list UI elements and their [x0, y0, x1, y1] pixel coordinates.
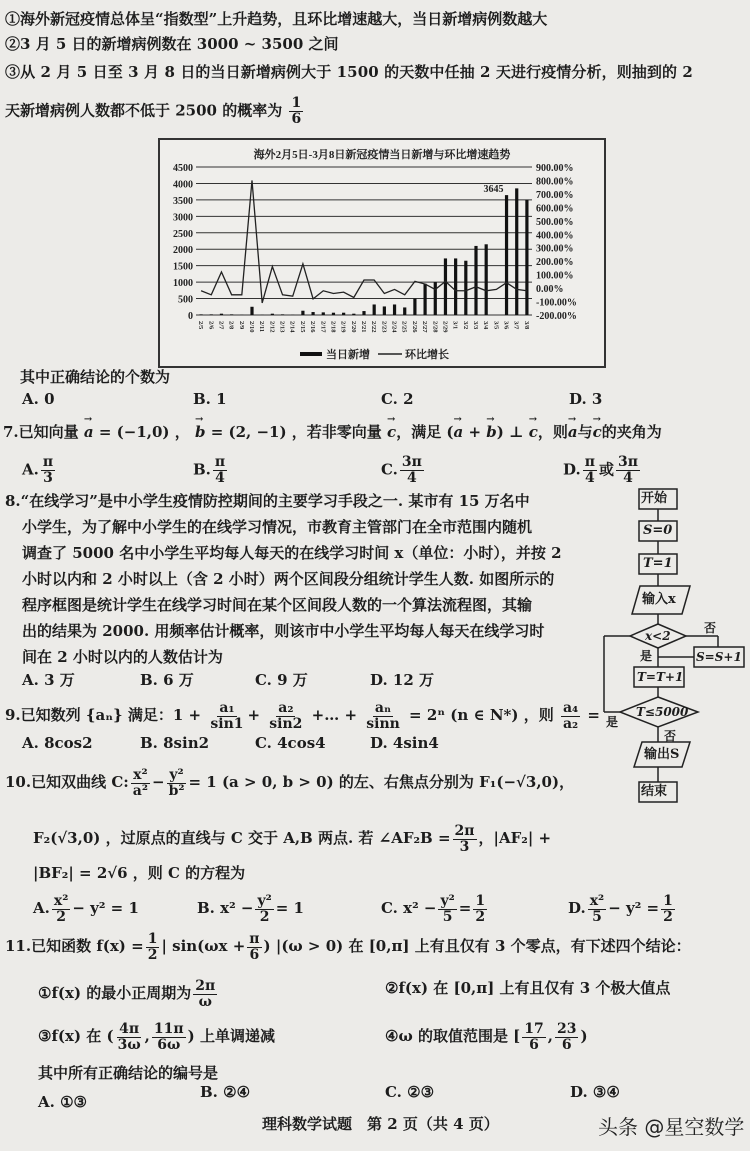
fraction	[116, 1022, 143, 1053]
numerator: π	[214, 454, 226, 470]
q8-option-a: A. 3 万	[22, 671, 75, 689]
left-tick-label: 0	[188, 311, 193, 322]
q7-text: +	[463, 423, 487, 441]
q8-option-c: C. 9 万	[255, 671, 308, 689]
right-tick-label: 400.00%	[536, 230, 574, 242]
page-footer: 理科数学试题 第 2 页（共 4 页）	[262, 1115, 499, 1133]
q11-option-b: B. ②④	[200, 1083, 251, 1101]
q11-text: ④ω 的取值范围是 [	[385, 1027, 521, 1045]
q11-option-d: D. ③④	[570, 1083, 620, 1101]
x-tick-label: 2/5	[197, 321, 205, 330]
bar-daily-new	[373, 304, 376, 315]
flow-no1: 否	[704, 621, 717, 635]
flow-s0: S=0	[643, 523, 673, 538]
q11-conclusion-2: ②f(x) 在 [0,π] 上有且仅有 3 个极大值点	[385, 979, 671, 997]
denominator: 4	[584, 470, 595, 486]
line-growth	[201, 180, 527, 302]
q10-text: ，|AF₂| +	[478, 829, 552, 847]
denominator: sin1	[210, 715, 244, 732]
fraction	[247, 932, 261, 963]
bar-daily-new	[332, 313, 335, 315]
q6-stem: 其中正确结论的个数为	[20, 368, 171, 386]
vector-c: → c	[593, 422, 602, 442]
chart-title: 海外2月5日-3月8日新冠疫情当日新增与环比增速趋势	[253, 149, 511, 161]
x-tick-label: 2/28	[431, 321, 439, 333]
bar-daily-new	[474, 246, 477, 315]
bar-daily-new	[362, 311, 365, 315]
q7-text: ) ⊥	[496, 423, 529, 441]
right-tick-label: -200.00%	[536, 311, 577, 322]
q7-text: = (2, −1) ，若非零向量	[205, 423, 382, 441]
vector-a: → a	[454, 422, 464, 442]
denominator: 4	[407, 470, 417, 486]
left-tick-label: 1500	[173, 261, 193, 273]
flow-no2: 否	[664, 729, 677, 743]
fraction	[588, 894, 606, 925]
q11-text: | sin(ωx +	[161, 937, 246, 955]
x-tick-label: 2/10	[248, 321, 255, 333]
numerator: 1	[663, 892, 673, 909]
flow-end: 结束	[641, 784, 668, 799]
q11-text: ,	[547, 1027, 553, 1045]
fraction	[561, 701, 580, 732]
right-tick-label: -100.00%	[536, 297, 577, 309]
numerator: y²	[257, 892, 272, 909]
left-tick-label: 2500	[173, 228, 193, 240]
x-tick-label: 2/17	[319, 321, 327, 333]
numerator: x²	[133, 766, 148, 783]
x-tick-label: 3/5	[492, 321, 500, 330]
option-label: C.	[381, 899, 398, 917]
denominator: ω	[198, 993, 212, 1010]
vector-b: → b	[195, 422, 206, 442]
option-text: x² −	[220, 899, 254, 917]
or-text: 或	[598, 460, 614, 479]
fraction	[213, 455, 227, 486]
denominator: 3ω	[117, 1036, 141, 1053]
fraction	[167, 768, 187, 799]
q11-stem	[5, 928, 691, 964]
q11-option-a: A. ①③	[38, 1093, 87, 1111]
x-tick-label: 2/6	[207, 321, 215, 330]
numerator: a₄	[562, 699, 579, 716]
q10-option-c	[381, 890, 489, 926]
chart-svg	[160, 140, 604, 366]
left-tick-label: 2000	[173, 245, 193, 257]
denominator: 2	[259, 908, 270, 925]
bar-daily-new	[311, 312, 314, 315]
denominator: 6ω	[157, 1036, 181, 1053]
right-tick-label: 100.00%	[536, 270, 574, 282]
q11-text: 11.已知函数 f(x) =	[5, 937, 144, 955]
option-label: C.	[381, 460, 398, 479]
left-tick-label: 3000	[173, 212, 193, 224]
q6-option-a: A. 0	[22, 390, 55, 408]
numerator: 17	[524, 1020, 544, 1037]
option-label: D.	[568, 899, 586, 917]
fraction	[267, 701, 304, 732]
bar-daily-new	[352, 314, 355, 315]
numerator: a₂	[278, 699, 294, 716]
bar-daily-new	[454, 258, 457, 315]
bar-daily-new	[505, 195, 508, 315]
bar-daily-new	[434, 282, 437, 315]
left-tick-label: 4000	[173, 179, 193, 191]
denominator: 4	[215, 470, 225, 486]
left-tick-label: 500	[178, 294, 193, 306]
flow-cond2: T≤5000	[636, 705, 689, 719]
q10-text: = 1 (a > 0, b > 0) 的左、右焦点分别为 F₁(−√3,0)，	[188, 773, 575, 791]
q9-stem: 9.已知数列 {aₙ} 满足：1 + $\frac{\text{a₁}}{\sin 1}$ + $\frac{\text{a₂}}{\sin 2}$ +… + $\frac{\text{aₙ}}{\sin n}$ = 2ⁿ (n ∈ N*) ，则 $\frac{\text{a₄}}{\text{a₂}}$ =	[5, 699, 600, 732]
option-text: x² −	[403, 899, 437, 917]
denominator: 4	[623, 470, 633, 486]
q11-text: ) 上单调递减	[187, 1027, 275, 1045]
denominator: 6	[561, 1036, 572, 1053]
bar-daily-new	[383, 306, 386, 315]
q11-text: ) |	[263, 937, 282, 955]
q7-option-c	[381, 455, 426, 486]
right-tick-label: 800.00%	[536, 176, 574, 188]
q11-conclusion-3	[38, 1018, 275, 1054]
q11-text: ,	[144, 1027, 150, 1045]
q11-text: ①f(x) 的最小正周期为	[38, 984, 192, 1002]
q9-text: =	[587, 706, 600, 724]
numerator: aₙ	[374, 699, 392, 716]
q9-option-d: D. 4sin4	[370, 734, 439, 752]
q7-prefix: 7.已知向量	[3, 423, 79, 441]
denominator: sin2	[269, 715, 303, 732]
option-label: A.	[33, 899, 50, 917]
fraction	[52, 894, 70, 925]
statement-3-text: 天新增病例人数都不低于 2500 的概率为	[5, 101, 283, 120]
x-tick-label: 3/7	[512, 321, 520, 330]
q7-option-b	[193, 455, 229, 486]
option-text: − y² =	[608, 899, 660, 917]
x-tick-label: 2/29	[441, 321, 449, 333]
right-tick-label: 700.00%	[536, 189, 574, 201]
q8-option-b: B. 6 万	[140, 671, 194, 689]
right-tick-label: 0.00%	[536, 284, 564, 296]
numerator: 1	[291, 95, 302, 111]
x-tick-label: 2/19	[339, 321, 347, 333]
option-label: A.	[22, 460, 39, 479]
x-tick-label: 2/22	[370, 321, 378, 333]
statement-3: ③从 2 月 5 日至 3 月 8 日的当日新增病例大于 1500 的天数中任抽 2 天进行疫情分析，则抽到的 2	[5, 63, 693, 81]
fraction	[289, 96, 303, 127]
denominator: 2	[663, 908, 673, 925]
numerator: x²	[589, 892, 605, 909]
fraction	[400, 455, 424, 486]
x-tick-label: 3/1	[451, 321, 459, 330]
right-tick-label: 500.00%	[536, 216, 574, 228]
q10-line-2	[33, 820, 551, 856]
x-tick-label: 2/26	[410, 321, 418, 333]
x-tick-label: 3/2	[461, 321, 469, 330]
flow-start: 开始	[641, 491, 668, 506]
bar-daily-new	[342, 313, 345, 315]
bar-daily-new	[444, 258, 447, 315]
q7-text: 的夹角为	[601, 423, 662, 441]
bar-daily-new	[413, 299, 416, 315]
bar-daily-new	[464, 261, 467, 315]
numerator: 1	[475, 892, 486, 909]
numerator: 2π	[454, 822, 475, 839]
q7-stem	[3, 422, 662, 442]
x-tick-label: 3/3	[472, 321, 479, 330]
data-label: 3645	[483, 184, 504, 196]
bar-daily-new	[301, 311, 304, 315]
x-tick-label: 3/4	[482, 321, 490, 330]
bar-daily-new	[199, 314, 202, 315]
fraction	[131, 768, 150, 799]
numerator: a₁	[219, 699, 235, 716]
right-tick-label: 300.00%	[536, 243, 574, 255]
bar-daily-new	[423, 284, 426, 315]
q10-option-a	[33, 890, 139, 926]
x-tick-label: 2/24	[390, 321, 398, 333]
statement-3-cont	[5, 96, 305, 127]
q11-text: )	[580, 1027, 588, 1045]
numerator: 3π	[401, 454, 422, 470]
q11-text: ③f(x) 在 (	[38, 1027, 114, 1045]
vector-c: → c	[529, 422, 538, 442]
denominator: b²	[168, 782, 185, 799]
fraction	[473, 894, 487, 925]
right-tick-label: 200.00%	[536, 257, 574, 269]
flow-t-inc: T=T+1	[637, 670, 684, 684]
denominator: 2	[475, 908, 486, 925]
numerator: 11π	[153, 1020, 184, 1037]
fraction	[146, 932, 160, 963]
numerator: π	[42, 454, 54, 470]
vector-c: → c	[387, 422, 396, 442]
q7-option-d	[563, 455, 642, 486]
numerator: π	[584, 454, 595, 470]
fraction	[364, 701, 402, 732]
numerator: 3π	[617, 454, 638, 470]
q9-option-c: C. 4cos4	[255, 734, 326, 752]
fraction	[453, 824, 477, 855]
denominator: 3	[459, 838, 470, 855]
denominator: 3	[43, 470, 53, 486]
bar-daily-new	[220, 314, 223, 315]
left-tick-label: 3500	[173, 195, 193, 207]
fraction	[661, 894, 675, 925]
numerator: 2π	[195, 977, 216, 994]
bar-daily-new	[525, 200, 528, 315]
vector-b: → b	[486, 422, 497, 442]
flow-input: 输入x	[642, 592, 676, 607]
numerator: y²	[440, 892, 455, 909]
q8-line: 程序框图是统计学生在线学习时间在某个区间段人数的一个算法流程图，其输	[22, 596, 533, 614]
denominator: 6	[249, 946, 260, 963]
flow-yes2: 是	[606, 715, 619, 729]
denominator: 6	[529, 1036, 539, 1053]
denominator: 2	[56, 908, 66, 925]
bar-daily-new	[281, 314, 284, 315]
q8-line: 小学生，为了解中小学生的在线学习情况，市教育主管部门在全市范围内随机	[22, 518, 533, 536]
fraction	[152, 1022, 186, 1053]
x-tick-label: 3/8	[522, 321, 530, 330]
x-tick-label: 2/14	[288, 321, 296, 333]
flow-t1: T=1	[643, 556, 673, 571]
fraction	[255, 894, 273, 925]
denominator: 2	[147, 946, 158, 963]
fraction	[583, 455, 597, 486]
flow-yes1: 是	[640, 649, 653, 663]
q10-option-b	[197, 890, 304, 926]
x-tick-label: 2/9	[237, 321, 245, 330]
x-tick-label: 2/23	[380, 321, 388, 333]
option-label: B.	[197, 899, 215, 917]
numerator: 23	[557, 1020, 577, 1037]
q10-option-d	[568, 890, 677, 926]
left-tick-label: 1000	[173, 278, 193, 290]
bar-daily-new	[210, 314, 213, 315]
flowchart	[592, 484, 750, 810]
q8-option-d: D. 12 万	[370, 671, 435, 689]
q6-option-c: C. 2	[381, 390, 414, 408]
x-tick-label: 2/21	[360, 321, 367, 333]
q7-text: ，则	[537, 423, 568, 441]
numerator: x²	[53, 892, 69, 909]
x-tick-label: 2/20	[349, 321, 357, 333]
flow-output: 输出S	[644, 747, 680, 762]
q10-line-3: |BF₂| = 2√6 ，则 C 的方程为	[33, 864, 246, 882]
q9-option-a: A. 8cos2	[22, 734, 93, 752]
legend-label: 当日新增	[326, 349, 370, 361]
bar-daily-new	[403, 307, 406, 315]
x-tick-label: 2/16	[309, 321, 317, 333]
q7-option-a	[22, 455, 57, 486]
q6-option-d: D. 3	[569, 390, 603, 408]
x-tick-label: 2/27	[421, 321, 429, 333]
q7-text: ，满足 (	[396, 423, 454, 441]
statement-2: ②3 月 5 日的新增病例数在 3000 ~ 3500 之间	[5, 35, 339, 53]
denominator: 6	[291, 111, 302, 127]
vector-a: → a	[84, 422, 94, 442]
q10-text: F₂(√3,0) ，过原点的直线与 C 交于 A,B 两点. 若 ∠AF₂B =	[33, 829, 451, 847]
bar-daily-new	[393, 304, 396, 315]
x-tick-label: 2/8	[227, 321, 235, 330]
bar-daily-new	[322, 312, 325, 315]
right-tick-label: 600.00%	[536, 203, 574, 215]
covid-chart	[158, 138, 606, 368]
option-label: D.	[563, 460, 581, 479]
fraction	[208, 701, 245, 732]
q11-text: (ω > 0) 在 [0,π] 上有且仅有 3 个零点，有下述四个结论：	[281, 937, 691, 955]
denominator: 5	[592, 908, 602, 925]
left-tick-label: 4500	[173, 163, 193, 174]
q6-option-b: B. 1	[193, 390, 227, 408]
denominator: sinn	[366, 715, 400, 732]
bar-daily-new	[250, 307, 253, 315]
q8-line: 小时以内和 2 小时以上（含 2 小时）两个区间段分组统计学生人数. 如图所示的	[22, 570, 555, 588]
statement-1: ①海外新冠疫情总体呈“指数型”上升趋势，且环比增速越大，当日新增病例数越大	[5, 10, 548, 28]
q7-text: = (−1,0) ，	[93, 423, 190, 441]
fraction	[616, 455, 640, 486]
denominator: 5	[442, 908, 453, 925]
right-tick-label: 900.00%	[536, 163, 574, 174]
q8-line: 调查了 5000 名中小学生平均每人每天的在线学习时间 x（单位：小时），并按 2	[22, 544, 562, 562]
x-tick-label: 2/13	[278, 321, 286, 333]
q7-text: 与	[577, 423, 593, 441]
denominator: a²	[132, 782, 148, 799]
q9-option-b: B. 8sin2	[140, 734, 210, 752]
q10-text: 10.已知双曲线 C:	[5, 773, 129, 791]
option-label: B.	[193, 460, 211, 479]
fraction	[193, 979, 217, 1010]
bar-daily-new	[271, 314, 274, 315]
q8-line: 8.“在线学习”是中小学生疫情防控期间的主要学习手段之一. 某市有 15 万名中	[5, 492, 530, 510]
fraction	[438, 894, 456, 925]
x-tick-label: 2/12	[268, 321, 276, 333]
x-tick-label: 2/15	[298, 321, 306, 333]
flow-cond1: x<2	[645, 629, 671, 643]
option-text: =	[458, 899, 472, 917]
q10-text: −	[152, 773, 165, 791]
x-tick-label: 2/7	[217, 321, 225, 330]
numerator: y²	[169, 766, 184, 783]
option-text: − y² = 1	[72, 899, 139, 917]
q9-text: 9.已知数列 {aₙ} 满足：1 +	[5, 706, 202, 724]
bar-daily-new	[230, 314, 233, 315]
fraction	[41, 455, 55, 486]
q9-text: +… +	[311, 706, 358, 724]
x-tick-label: 2/18	[329, 321, 337, 333]
bar-daily-new	[515, 188, 518, 315]
q9-text: = 2ⁿ (n ∈ N*) ，则	[409, 706, 554, 724]
x-tick-label: 2/25	[400, 321, 408, 333]
bar-daily-new	[485, 244, 488, 315]
x-tick-label: 3/6	[502, 321, 510, 330]
flow-s-inc: S=S+1	[696, 650, 742, 664]
q8-line: 出的结果为 2000. 用频率估计概率，则该市中小学生平均每人每天在线学习时	[22, 622, 545, 640]
numerator: π	[249, 930, 260, 947]
fraction	[555, 1022, 578, 1053]
q8-line: 间在 2 小时以内的人数估计为	[22, 648, 223, 666]
vector-a: → a	[568, 422, 578, 442]
fraction	[522, 1022, 545, 1053]
watermark: 头条 @星空数学	[598, 1115, 745, 1139]
denominator: a₂	[562, 715, 579, 732]
q10-line-1	[5, 764, 574, 800]
q11-option-c: C. ②③	[385, 1083, 435, 1101]
q11-conclusion-4	[385, 1018, 588, 1054]
option-text: = 1	[275, 899, 304, 917]
numerator: 1	[147, 930, 158, 947]
legend-label: 环比增长	[405, 349, 449, 361]
x-tick-label: 2/11	[258, 321, 266, 333]
q11-question: 其中所有正确结论的编号是	[38, 1064, 219, 1082]
q11-conclusion-1	[38, 975, 219, 1011]
numerator: 4π	[119, 1020, 140, 1037]
